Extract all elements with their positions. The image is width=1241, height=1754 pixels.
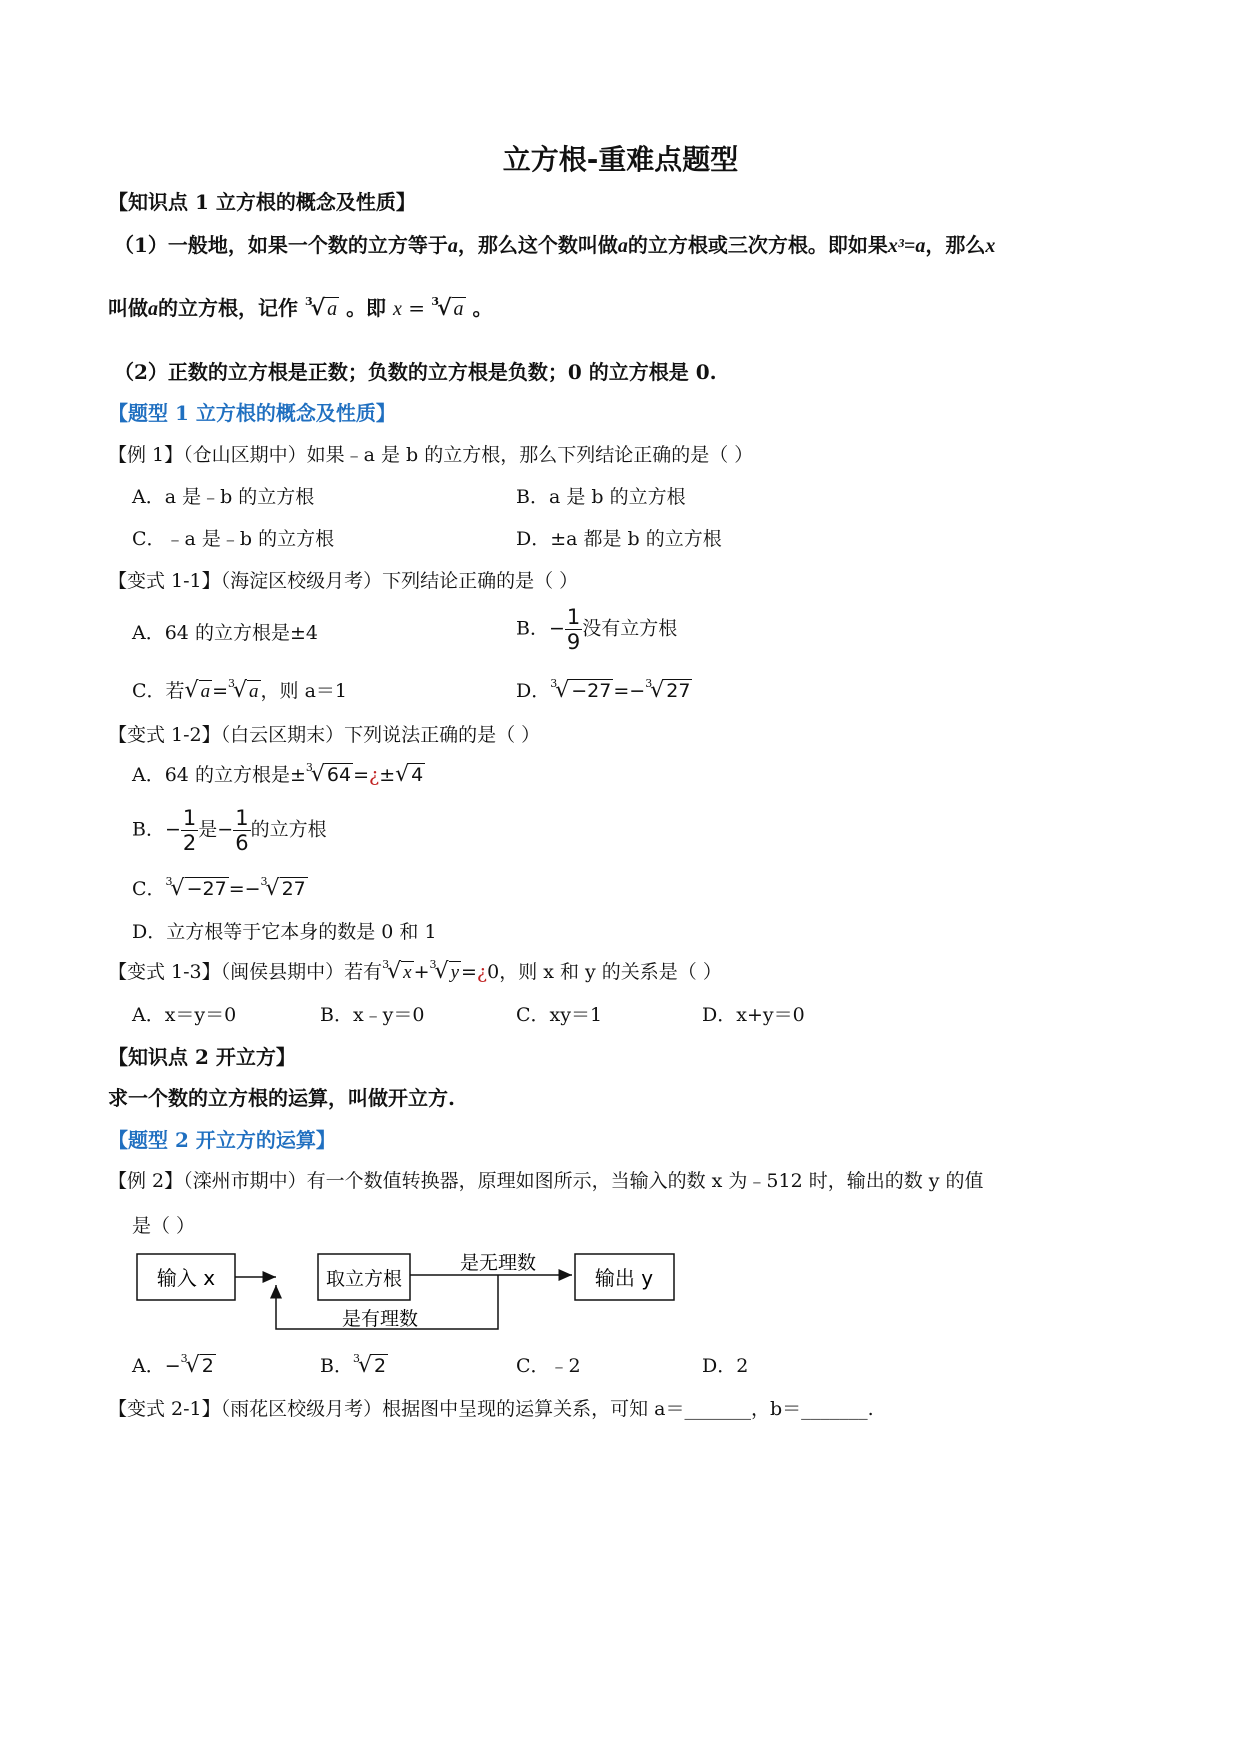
kp1-paragraph-2: （2）正数的立方根是正数；负数的立方根是负数；0 的立方根是 0. — [114, 360, 717, 384]
rational-label: 是有理数 — [341, 1308, 419, 1330]
v11-option-c: C．若√ a =$^3$√ a ，则 a＝1 — [132, 677, 347, 703]
v12-option-c: C．$^3$√ −27 =−$^3$√ 27 — [132, 875, 306, 901]
cube-root-a-2: $^3$√ a — [431, 295, 464, 321]
v11-option-b: B．− $\frac{1}{9}$ 没有立方根 — [516, 605, 678, 655]
output-label: 输出 y — [594, 1266, 654, 1290]
v12-stem: 【变式 1-2】（白云区期末）下列说法正确的是（ ） — [108, 724, 541, 746]
ex1-option-d: D．±a 都是 b 的立方根 — [516, 528, 722, 550]
type2-heading: 【题型 2 开立方的运算】 — [108, 1128, 336, 1152]
kp2-text: 求一个数的立方根的运算，叫做开立方. — [108, 1086, 455, 1110]
v11-stem: 【变式 1-1】（海淀区校级月考）下列结论正确的是（ ） — [108, 570, 579, 592]
v13-option-a: A．x＝y＝0 — [132, 1004, 237, 1026]
page-title: 立方根-重难点题型 — [502, 143, 739, 176]
kp1-paragraph-1: （1）一般地，如果一个数的立方等于a，那么这个数叫做a的立方根或三次方根。即如果x³=a，那么x — [114, 233, 996, 257]
v12-option-d: D．立方根等于它本身的数是 0 和 1 — [132, 921, 437, 943]
irrational-label: 是无理数 — [459, 1252, 537, 1274]
v11-option-d: D．$^3$√ −27 =−$^3$√ 27 — [516, 677, 691, 703]
v13-option-c: C．xy＝1 — [516, 1004, 603, 1026]
v13-option-d: D．x+y＝0 — [702, 1004, 805, 1026]
cube-root-a: $^3$√ a — [304, 295, 338, 321]
ex1-option-b: B．a 是 b 的立方根 — [516, 486, 686, 508]
ex1-option-c: C．﹣a 是﹣b 的立方根 — [132, 528, 335, 550]
kp1-heading: 【知识点 1 立方根的概念及性质】 — [108, 190, 416, 214]
v21-stem: 【变式 2-1】（雨花区校级月考）根据图中呈现的运算关系，可知 a＝_______，b＝_______. — [108, 1398, 874, 1420]
type1-heading: 【题型 1 立方根的概念及性质】 — [108, 401, 396, 425]
input-label: 输入 x — [156, 1266, 216, 1290]
v13-stem: 【变式 1-3】（闽侯县期中）若有$^3$√ x +$^3$√ y =¿0，则 x 和 y 的关系是（ ） — [108, 958, 722, 984]
process-label: 取立方根 — [325, 1268, 403, 1290]
ex2-stem-cont: 是（ ） — [132, 1215, 196, 1237]
kp1-paragraph-1-cont: 叫做a的立方根，记作 $^3$√ a 。即 x = $^3$√ a 。 — [108, 295, 493, 321]
converter-flow-diagram — [128, 1245, 688, 1340]
ex2-option-a: A．−$^3$√ 2 — [132, 1352, 214, 1378]
ex2-option-d: D．2 — [702, 1355, 749, 1377]
v12-option-b: B．− $\frac{1}{2}$ 是− $\frac{1}{6}$ 的立方根 — [132, 806, 327, 856]
ex1-stem: 【例 1】（仓山区期中）如果﹣a 是 b 的立方根，那么下列结论正确的是（ ） — [108, 444, 754, 466]
ex2-option-b: B．$^3$√ 2 — [320, 1352, 387, 1378]
v11-option-a: A．64 的立方根是±4 — [132, 622, 318, 644]
ex2-stem: 【例 2】（滦州市期中）有一个数值转换器，原理如图所示，当输入的数 x 为﹣512 时，输出的数 y 的值 — [108, 1170, 984, 1192]
v13-option-b: B．x﹣y＝0 — [320, 1004, 425, 1026]
v12-option-a: A．64 的立方根是±$^3$√ 64 =¿±√ 4 — [132, 761, 424, 787]
ex1-option-a: A．a 是﹣b 的立方根 — [132, 486, 315, 508]
ex2-option-c: C．﹣2 — [516, 1355, 581, 1377]
kp2-heading: 【知识点 2 开立方】 — [108, 1045, 296, 1069]
